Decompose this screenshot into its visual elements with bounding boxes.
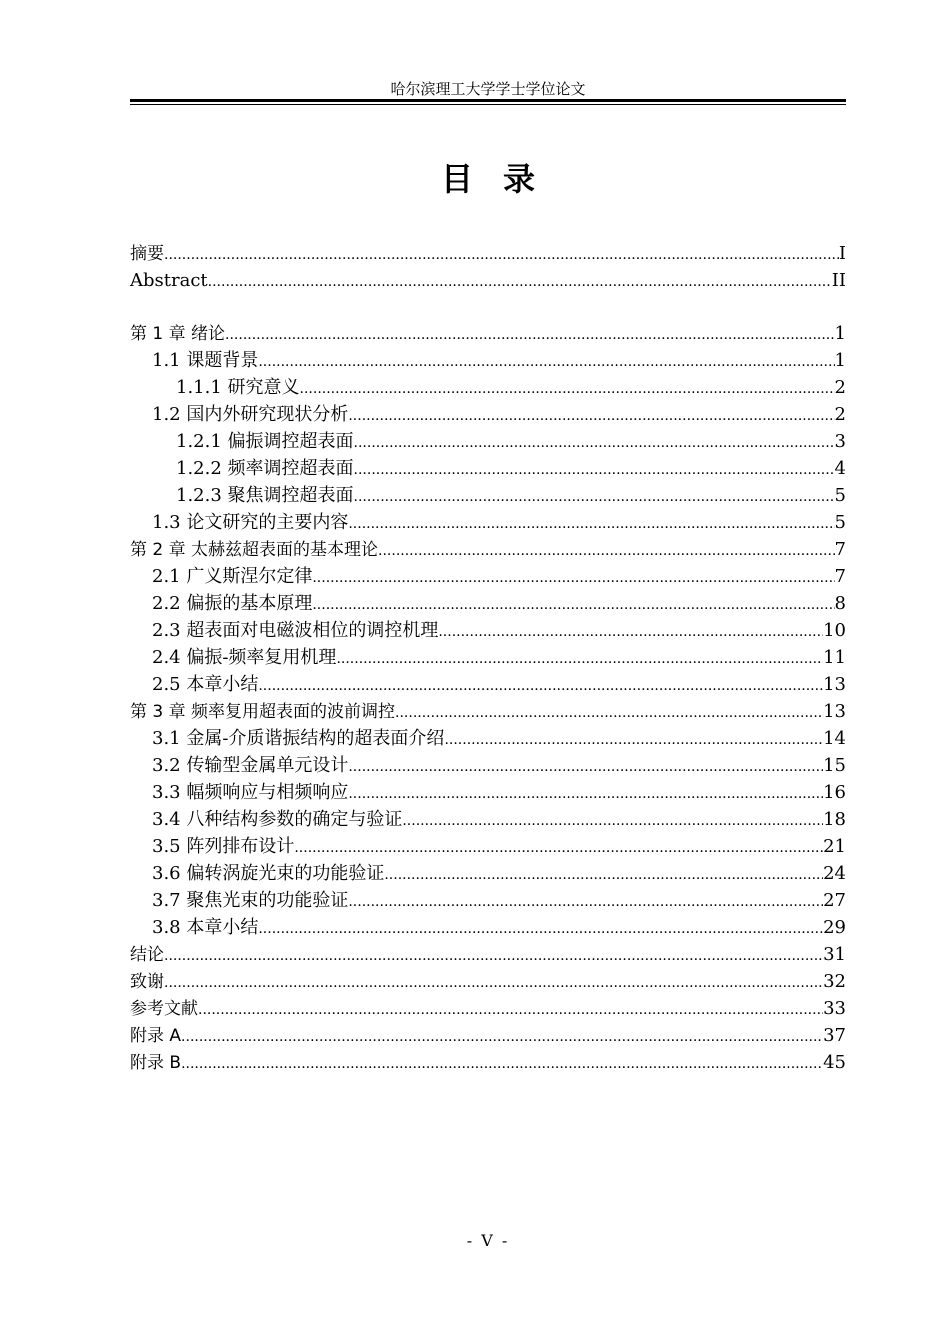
toc-entry-label: 3.6 偏转涡旋光束的功能验证 — [152, 863, 385, 884]
toc-entry-label: 1.1.1 研究意义 — [176, 377, 300, 398]
toc-entry-page: 11 — [823, 647, 846, 668]
toc-entry[interactable] — [130, 267, 846, 294]
toc-leader-dots — [181, 1024, 823, 1051]
toc-entry-page: 1 — [834, 323, 846, 344]
toc-leader-dots — [348, 781, 823, 808]
toc-entry-label: 3.1 金属-介质谐振结构的超表面介绍 — [152, 728, 445, 749]
toc-entry-label: 结论 — [130, 945, 164, 965]
toc-entry-label: 2.3 超表面对电磁波相位的调控机理 — [152, 620, 439, 641]
toc-entry-page: 21 — [823, 836, 846, 857]
toc-entry-page: 10 — [823, 620, 846, 641]
toc-leader-dots — [294, 835, 823, 862]
toc-leader-dots — [225, 322, 835, 349]
toc-entry-page: 5 — [834, 512, 846, 533]
toc-entry-page: 7 — [834, 539, 846, 560]
toc-entry[interactable] — [152, 347, 846, 374]
toc-leader-dots — [164, 242, 839, 269]
toc-entry[interactable] — [152, 752, 846, 779]
toc-leader-dots — [354, 457, 835, 484]
toc-entry[interactable] — [176, 374, 846, 401]
running-header: 哈尔滨理工大学学士学位论文 — [390, 80, 586, 98]
toc-leader-dots — [258, 349, 834, 376]
toc-entry[interactable] — [130, 698, 846, 725]
toc-entry-label: 3.7 聚焦光束的功能验证 — [152, 890, 349, 911]
toc-leader-dots — [384, 862, 823, 889]
toc-entry[interactable] — [152, 671, 846, 698]
toc-entry-label: 3.3 幅频响应与相频响应 — [152, 782, 349, 803]
toc-entry[interactable] — [152, 860, 846, 887]
toc-entry[interactable] — [152, 914, 846, 941]
toc-entry[interactable] — [176, 428, 846, 455]
toc-entry[interactable] — [152, 887, 846, 914]
toc-leader-dots — [312, 565, 834, 592]
toc-leader-dots — [348, 754, 823, 781]
toc-leader-dots — [312, 592, 834, 619]
toc-entry-page: 32 — [823, 971, 846, 992]
header-rule-thick — [130, 99, 846, 102]
toc-entry[interactable] — [130, 995, 846, 1022]
toc-entry-page: 18 — [823, 809, 846, 830]
toc-entry-page: 15 — [823, 755, 846, 776]
toc-entry-page: 14 — [823, 728, 846, 749]
toc-entry-label: 摘要 — [130, 244, 164, 264]
toc-entry-page: 27 — [823, 890, 846, 911]
toc-leader-dots — [164, 943, 823, 970]
toc-leader-dots — [336, 646, 823, 673]
toc-entry-page: 29 — [823, 917, 846, 938]
header-rule-thin — [130, 104, 846, 105]
toc-entry[interactable] — [152, 509, 846, 536]
page-number: - V - — [466, 1231, 510, 1250]
toc-entry-page: 2 — [834, 404, 846, 425]
toc-entry-page: 13 — [823, 674, 846, 695]
toc-entry[interactable] — [152, 563, 846, 590]
toc-leader-dots — [348, 403, 834, 430]
toc-leader-dots — [348, 511, 834, 538]
toc-entry-label: 3.8 本章小结 — [152, 917, 259, 938]
toc-entry-page: 2 — [834, 377, 846, 398]
toc-entry-page: 24 — [823, 863, 846, 884]
toc-entry-label: 第 2 章 太赫兹超表面的基本理论 — [130, 540, 379, 560]
toc-entry-page: 8 — [834, 593, 846, 614]
toc-leader-dots — [395, 700, 823, 727]
toc-leader-dots — [354, 484, 835, 511]
toc-leader-dots — [348, 889, 823, 916]
toc-leader-dots — [181, 1051, 823, 1078]
toc-entry-page: 33 — [823, 998, 846, 1019]
toc-entry-label: 1.2.2 频率调控超表面 — [176, 458, 354, 479]
toc-entry[interactable] — [130, 320, 846, 347]
toc-entry-page: 31 — [823, 944, 846, 965]
toc-entry[interactable] — [130, 240, 846, 267]
toc-entry-label: 1.1 课题背景 — [152, 350, 259, 371]
toc-entry-label: 2.4 偏振-频率复用机理 — [152, 647, 337, 668]
toc-entry[interactable] — [152, 833, 846, 860]
toc-leader-dots — [438, 619, 823, 646]
toc-entry[interactable] — [130, 941, 846, 968]
toc-leader-dots — [354, 430, 835, 457]
toc-entry[interactable] — [152, 590, 846, 617]
toc-entry-label: 3.2 传输型金属单元设计 — [152, 755, 349, 776]
toc-entry[interactable] — [176, 455, 846, 482]
toc-entry-page: 45 — [823, 1052, 846, 1073]
toc-entry-label: 3.5 阵列排布设计 — [152, 836, 295, 857]
toc-entry-page: 13 — [823, 701, 846, 722]
toc-entry-label: 参考文献 — [130, 999, 198, 1019]
toc-entry-label: 第 3 章 频率复用超表面的波前调控 — [130, 702, 396, 722]
toc-leader-dots — [300, 376, 835, 403]
toc-entry-label: 1.2 国内外研究现状分析 — [152, 404, 349, 425]
toc-leader-dots — [198, 997, 823, 1024]
toc-leader-dots — [444, 727, 823, 754]
toc-entry-page: 16 — [823, 782, 846, 803]
toc-entry-page: 7 — [834, 566, 846, 587]
toc-entry-page: II — [831, 270, 846, 291]
toc-entry[interactable] — [130, 536, 846, 563]
toc-entry-label: Abstract — [130, 270, 208, 291]
toc-entry-page: 1 — [834, 350, 846, 371]
toc-entry[interactable] — [130, 968, 846, 995]
toc-entry[interactable] — [152, 401, 846, 428]
toc-leader-dots — [164, 970, 823, 997]
toc-leader-dots — [258, 673, 823, 700]
toc-entry[interactable] — [152, 617, 846, 644]
toc-entry-label: 附录 A — [130, 1026, 182, 1046]
toc-leader-dots — [258, 916, 823, 943]
toc-entry[interactable] — [176, 482, 846, 509]
toc-entry[interactable] — [152, 644, 846, 671]
toc-entry-page: I — [838, 243, 846, 264]
toc-entry-label: 3.4 八种结构参数的确定与验证 — [152, 809, 403, 830]
toc-entry-label: 致谢 — [130, 972, 164, 992]
toc-entry[interactable] — [130, 1022, 846, 1049]
toc-entry[interactable] — [130, 1049, 846, 1076]
toc-entry-page: 4 — [834, 458, 846, 479]
toc-entry-page: 5 — [834, 485, 846, 506]
toc-entry-label: 第 1 章 绪论 — [130, 324, 226, 344]
toc-leader-dots — [208, 269, 832, 296]
toc-entry-page: 37 — [823, 1025, 846, 1046]
toc-entry[interactable] — [152, 806, 846, 833]
toc-leader-dots — [402, 808, 823, 835]
toc-entry-label: 1.3 论文研究的主要内容 — [152, 512, 349, 533]
toc-entry[interactable] — [152, 725, 846, 752]
toc-leader-dots — [378, 538, 835, 565]
toc-entry-label: 附录 B — [130, 1053, 182, 1073]
toc-entry-label: 2.5 本章小结 — [152, 674, 259, 695]
toc-entry[interactable] — [152, 779, 846, 806]
toc-entry-label: 1.2.1 偏振调控超表面 — [176, 431, 354, 452]
toc-entry-label: 2.2 偏振的基本原理 — [152, 593, 313, 614]
page-title: 目录 — [440, 160, 565, 198]
toc-entry-page: 3 — [834, 431, 846, 452]
toc-entry-label: 2.1 广义斯涅尔定律 — [152, 566, 313, 587]
toc-entry-label: 1.2.3 聚焦调控超表面 — [176, 485, 354, 506]
